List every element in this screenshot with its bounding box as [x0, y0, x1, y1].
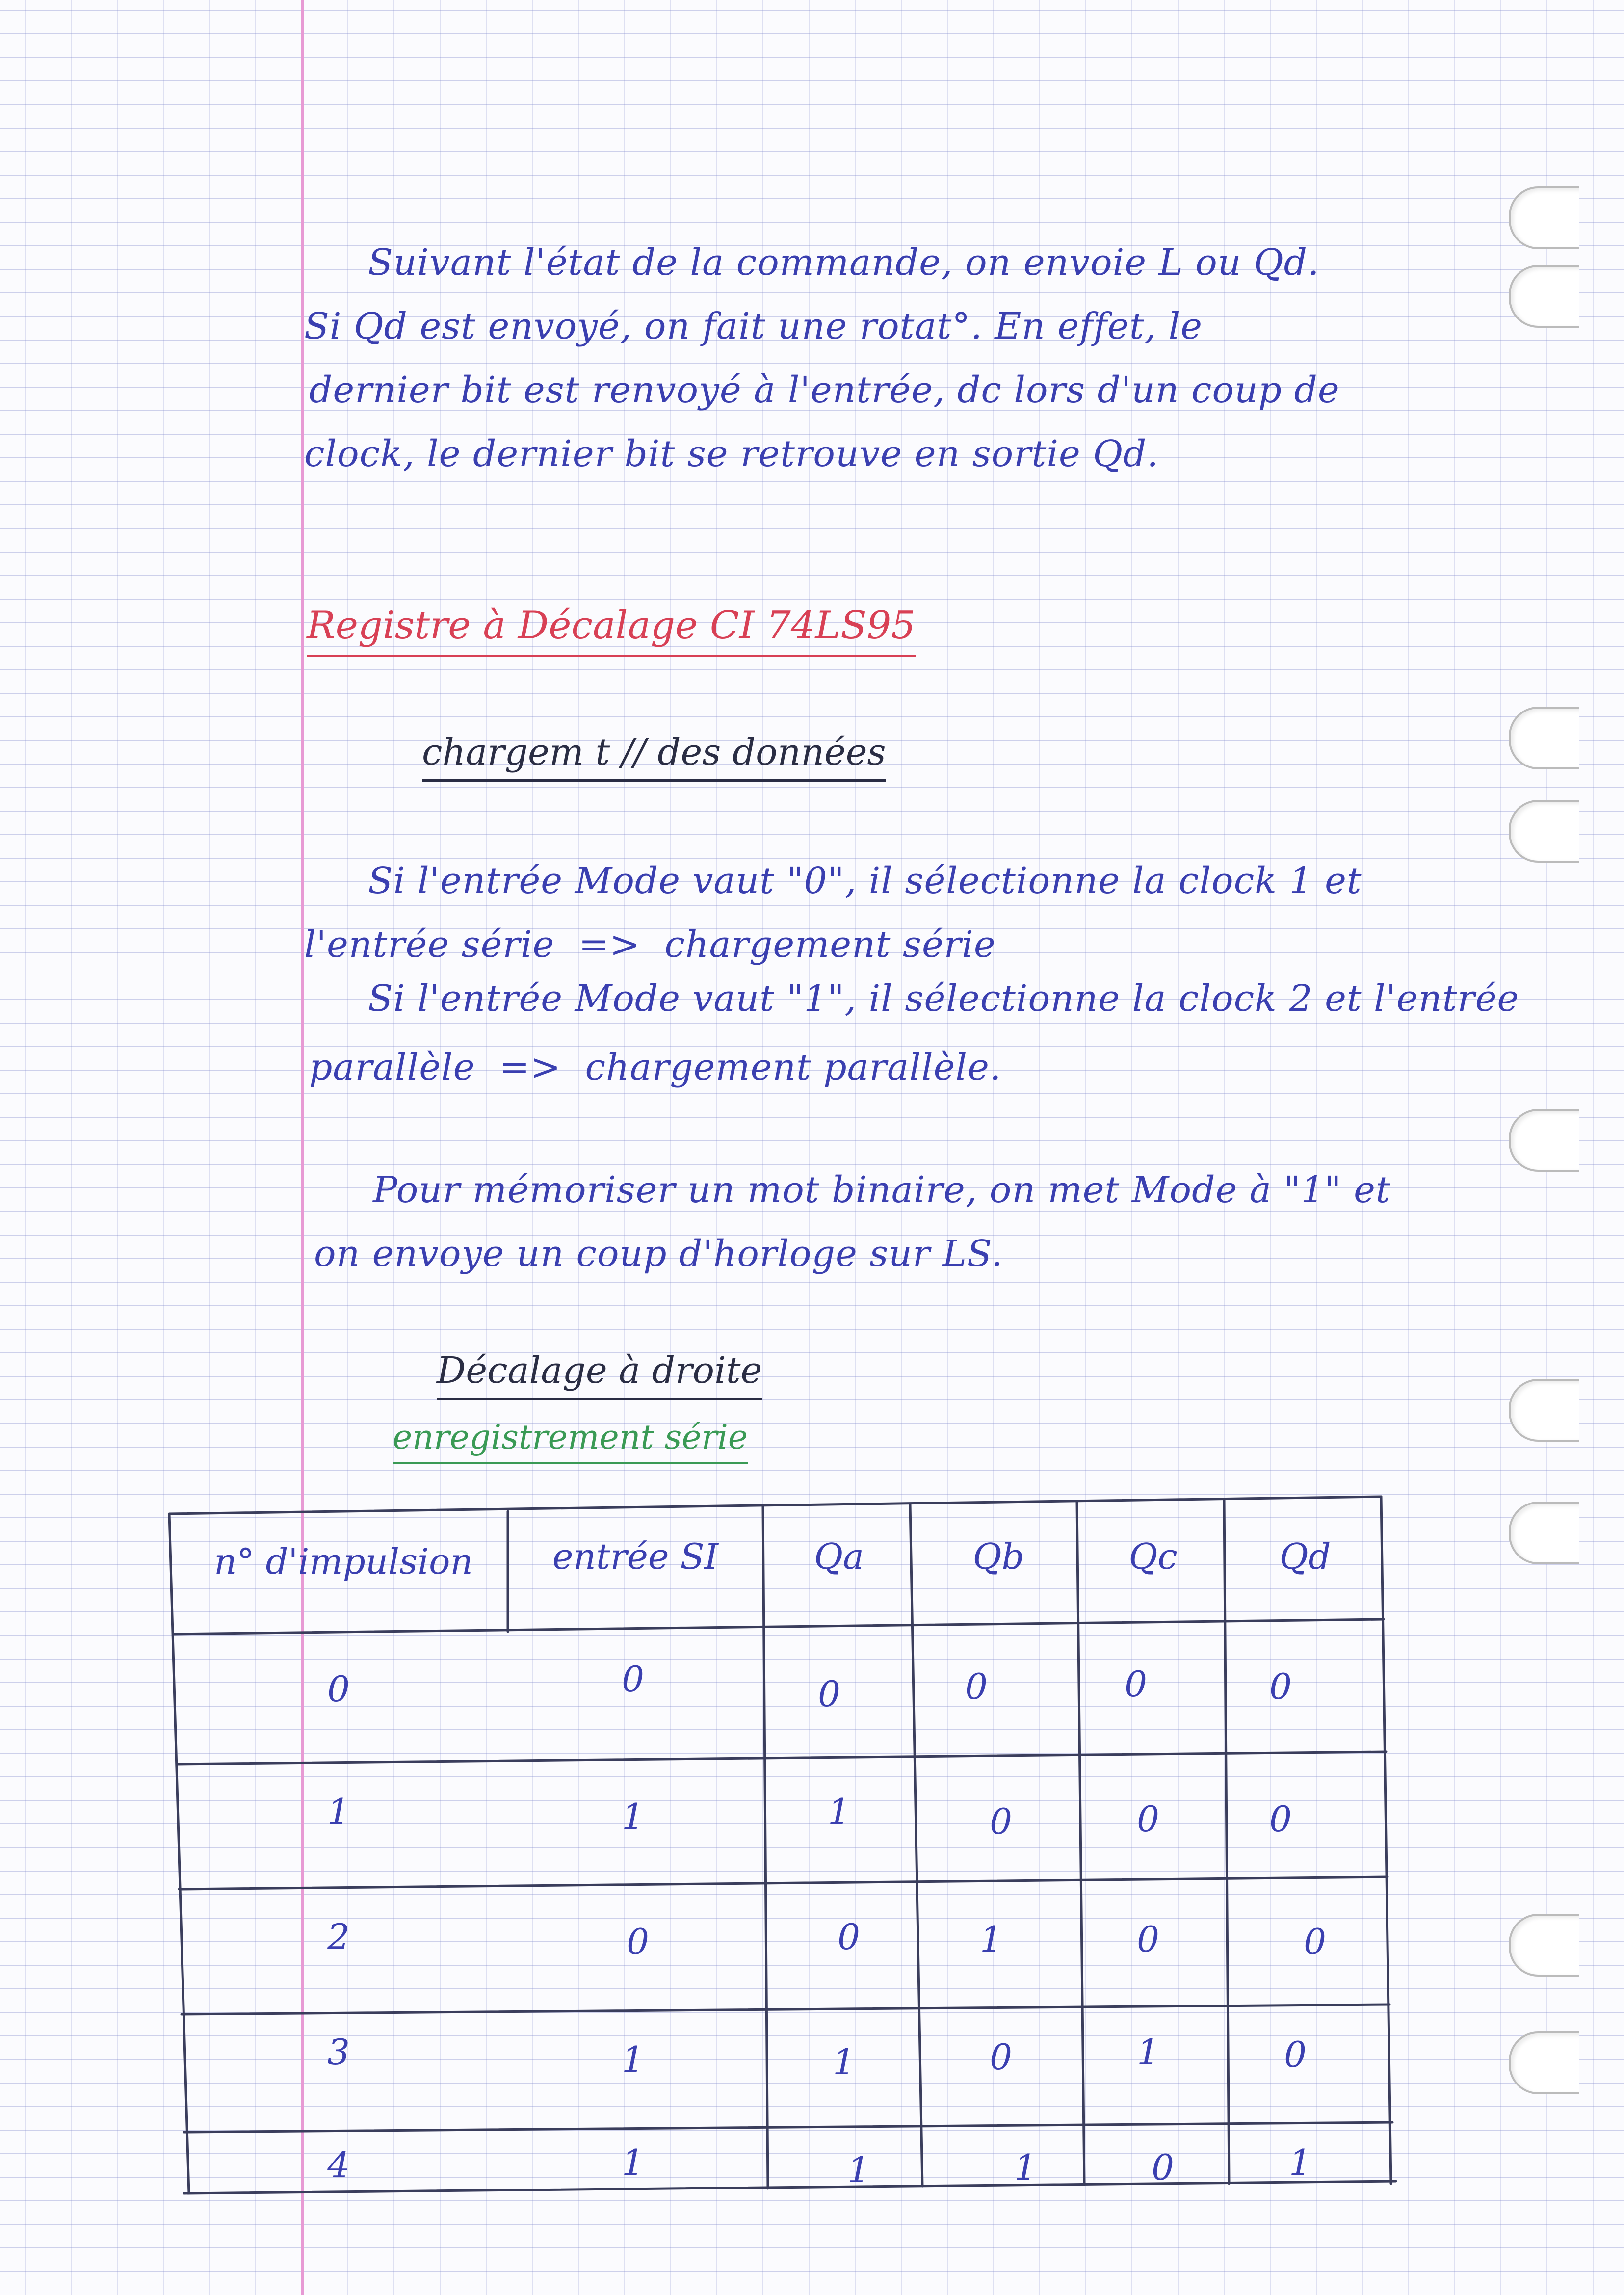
row3-impulsion: 3 — [327, 2031, 350, 2073]
paragraph3-line-1: Pour mémoriser un mot binaire, on met Mode à "1" et — [373, 1169, 1391, 1211]
row4-qa: 1 — [847, 2149, 870, 2190]
row4-qd: 1 — [1289, 2142, 1311, 2183]
row0-qc: 0 — [1125, 1663, 1147, 1705]
row3-qc: 1 — [1137, 2031, 1159, 2073]
row2-qd: 0 — [1304, 1921, 1326, 1962]
binder-hole-7 — [1509, 1502, 1579, 1564]
row0-qa: 0 — [818, 1673, 840, 1715]
subsection-title-decalage: Décalage à droite — [437, 1349, 762, 1400]
row3-qd: 0 — [1284, 2034, 1307, 2075]
row4-qb: 1 — [1014, 2147, 1037, 2188]
row3-qb: 0 — [990, 2036, 1012, 2078]
paragraph3-line-2: on envoye un coup d'horloge sur LS. — [314, 1233, 1003, 1275]
binder-hole-4 — [1509, 800, 1579, 863]
binder-hole-1 — [1509, 186, 1579, 249]
row1-qc: 0 — [1137, 1798, 1159, 1840]
table-header-qa: Qa — [814, 1536, 864, 1577]
table-header-qb: Qb — [972, 1536, 1024, 1577]
row4-qc: 0 — [1152, 2147, 1174, 2188]
row2-qb: 1 — [980, 1919, 1002, 1960]
paragraph2-line-2: l'entrée série => chargement série — [304, 923, 996, 966]
row2-qc: 0 — [1137, 1919, 1159, 1960]
table-header-qd: Qd — [1279, 1536, 1331, 1577]
row1-qa: 1 — [828, 1791, 850, 1832]
table-header-impulsion: n° d'impulsion — [214, 1541, 473, 1582]
row1-impulsion: 1 — [327, 1791, 350, 1832]
table-header-entree-si: entrée SI — [552, 1536, 719, 1577]
binder-hole-5 — [1509, 1109, 1579, 1172]
row0-qd: 0 — [1269, 1666, 1292, 1707]
row0-impulsion: 0 — [327, 1668, 350, 1710]
binder-hole-2 — [1509, 265, 1579, 328]
paragraph1-line-1: Suivant l'état de la commande, on envoie L ou Qd. — [368, 241, 1320, 284]
binder-hole-6 — [1509, 1379, 1579, 1442]
paragraph2-line-1: Si l'entrée Mode vaut "0", il sélectionne la clock 1 et — [368, 860, 1362, 902]
paragraph1-line-2: Si Qd est envoyé, on fait une rotat°. En effet, le — [304, 305, 1203, 347]
row2-entree-si: 0 — [627, 1921, 649, 1962]
paragraph2-line-3: Si l'entrée Mode vaut "1", il sélectionne la clock 2 et l'entrée — [368, 977, 1519, 1020]
row3-entree-si: 1 — [622, 2039, 644, 2080]
row2-impulsion: 2 — [327, 1916, 350, 1957]
binder-hole-8 — [1509, 1914, 1579, 1977]
row1-qd: 0 — [1269, 1798, 1292, 1840]
section-title: Registre à Décalage CI 74LS95 — [307, 604, 916, 657]
table-header-qc: Qc — [1128, 1536, 1178, 1577]
margin-line — [301, 0, 304, 2295]
row4-impulsion: 4 — [327, 2144, 350, 2186]
subsection-title-enregistrement: enregistrement série — [393, 1418, 748, 1464]
paragraph1-line-3: dernier bit est renvoyé à l'entrée, dc lors d'un coup de — [309, 369, 1340, 411]
row4-entree-si: 1 — [622, 2142, 644, 2183]
row3-qa: 1 — [833, 2041, 855, 2083]
row0-entree-si: 0 — [622, 1659, 644, 1700]
paragraph1-line-4: clock, le dernier bit se retrouve en sortie Qd. — [304, 433, 1159, 475]
binder-hole-3 — [1509, 707, 1579, 769]
row2-qa: 0 — [838, 1916, 860, 1957]
subsection-title-chargement: chargem t // des données — [422, 731, 886, 782]
row1-entree-si: 1 — [622, 1796, 644, 1837]
binder-hole-9 — [1509, 2031, 1579, 2094]
row1-qb: 0 — [990, 1801, 1012, 1842]
paragraph2-line-4: parallèle => chargement parallèle. — [309, 1046, 1002, 1088]
row0-qb: 0 — [965, 1666, 988, 1707]
